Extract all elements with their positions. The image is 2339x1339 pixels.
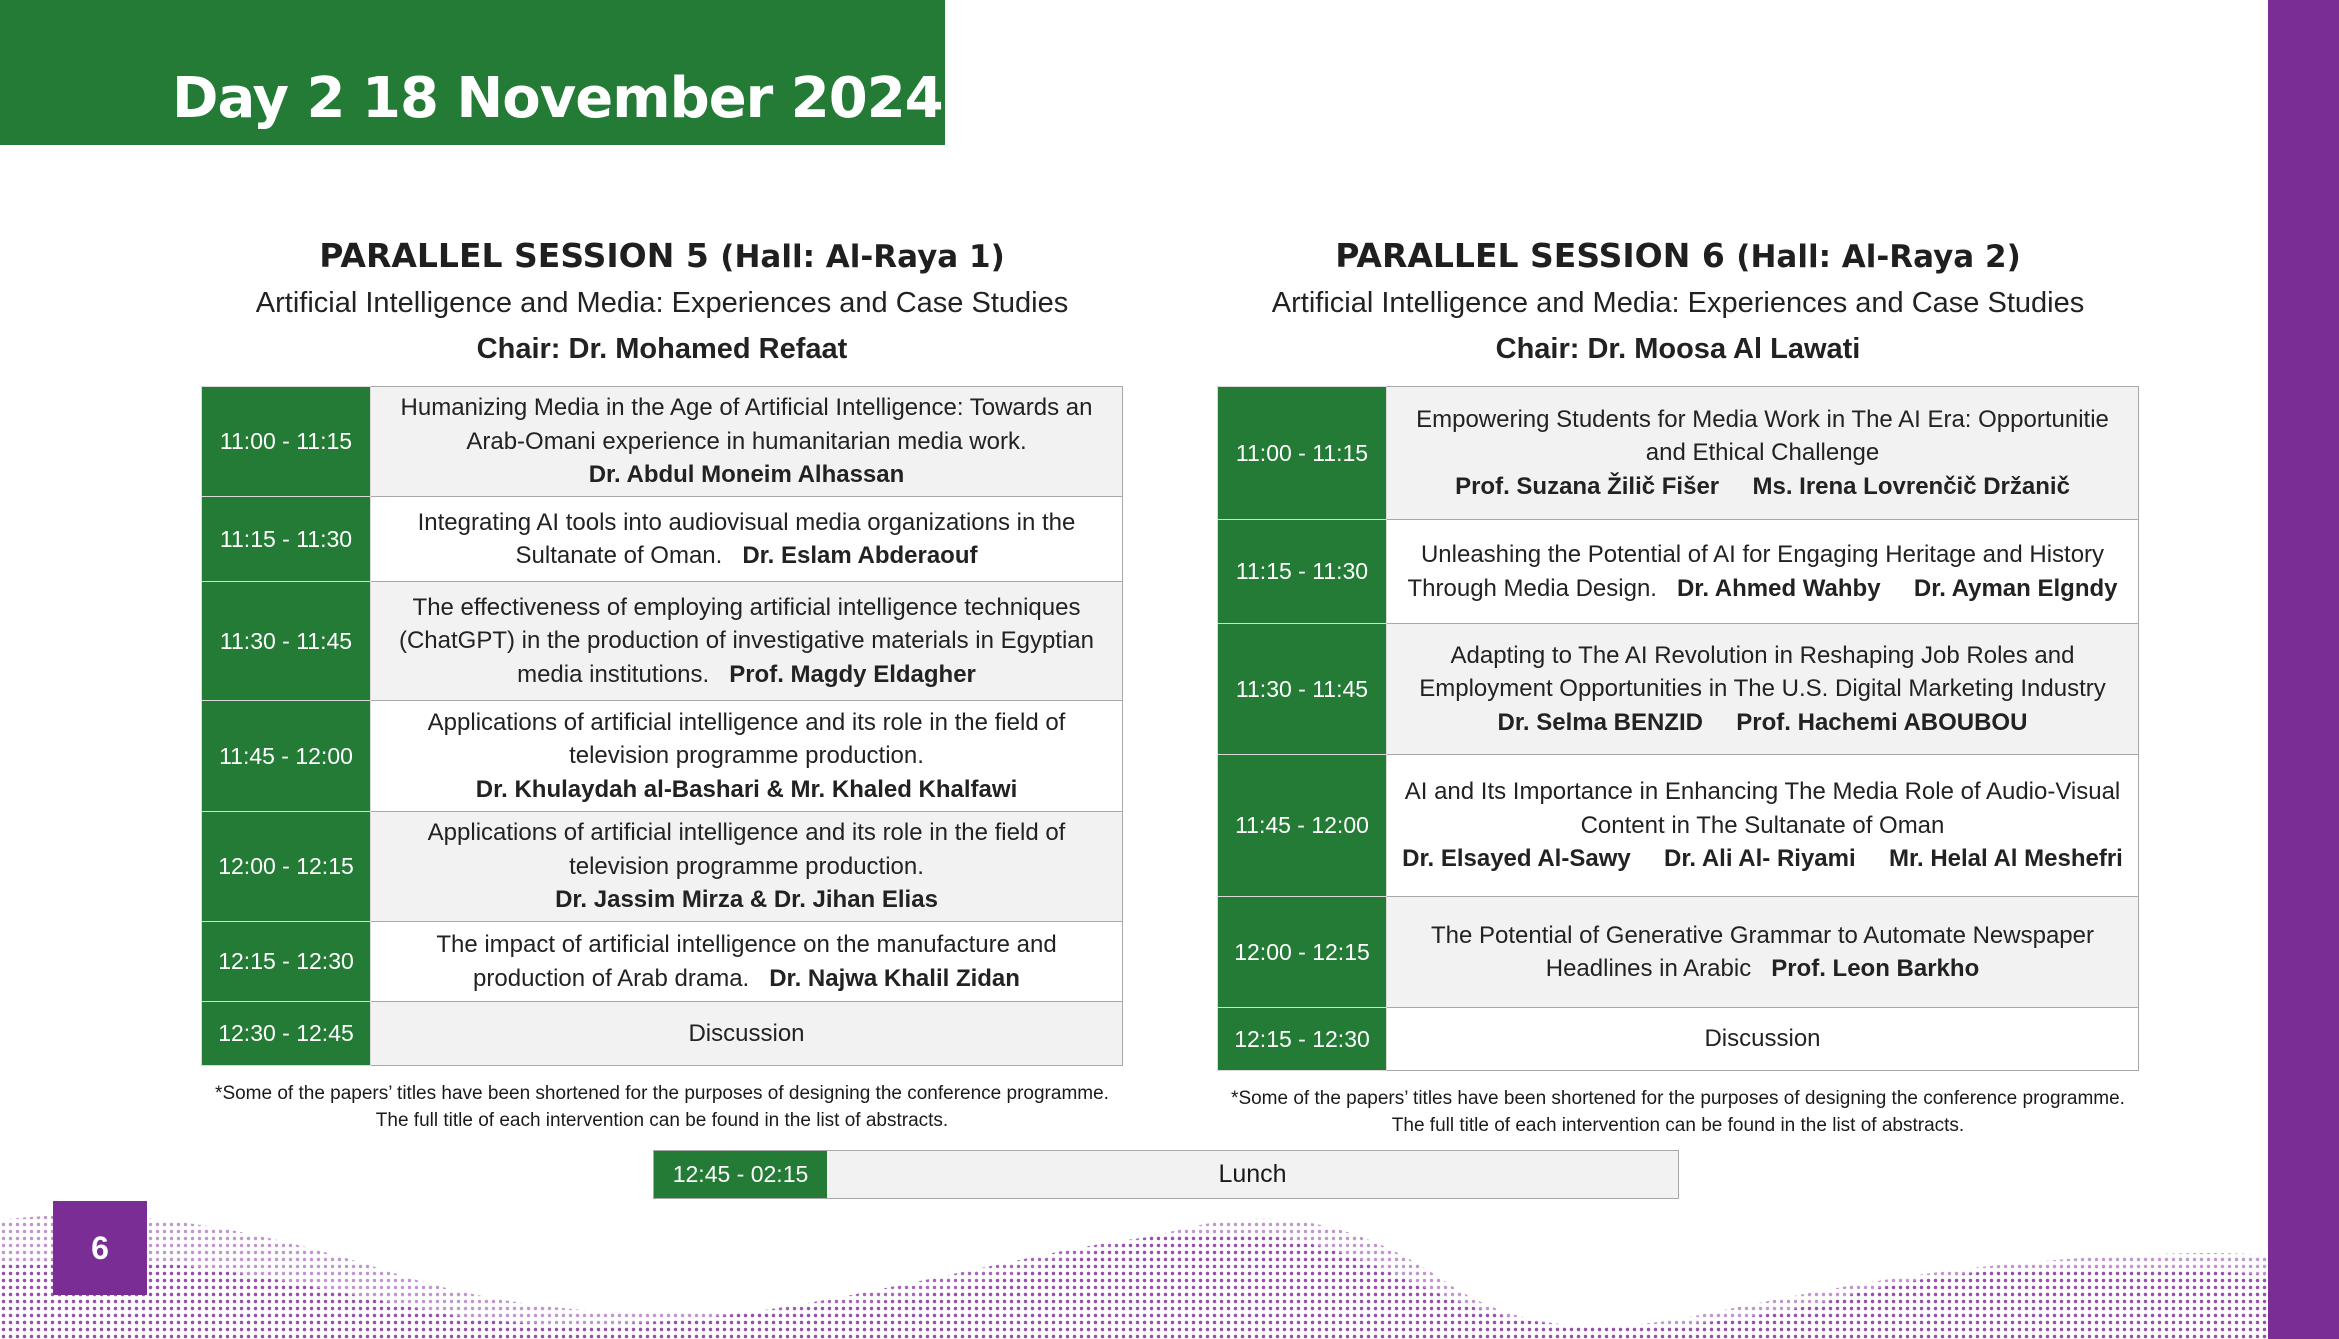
time-slot: 12:30 - 12:45: [202, 1002, 371, 1066]
lunch-time: 12:45 - 02:15: [654, 1151, 827, 1198]
paper-authors: Dr. Ahmed Wahby Dr. Ayman Elgndy: [1676, 574, 2118, 602]
paper-title: Applications of artificial intelligence and its role in the field of television programme production.: [427, 708, 1066, 770]
paper-authors: Dr. Najwa Khalil Zidan: [769, 964, 1020, 992]
time-slot: 12:15 - 12:30: [1218, 1008, 1387, 1071]
paper-title: The Potential of Generative Grammar to Automate Newspaper Headlines in Arabic: [1431, 921, 2094, 982]
session-subtitle: Artificial Intelligence and Media: Experiences and Case Studies: [1271, 287, 2085, 319]
talk-cell: [371, 582, 1123, 701]
table-row: [202, 497, 1123, 582]
time-slot: 11:00 - 11:15: [202, 387, 371, 497]
table-row: [1218, 520, 2139, 624]
paper-authors: Dr. Khulaydah al-Bashari & Mr. Khaled Khalfawi: [475, 775, 1018, 803]
session-chair: Chair: Dr. Moosa Al Lawati: [1495, 333, 1861, 365]
paper-title: The impact of artificial intelligence on the manufacture and production of Arab drama.: [436, 931, 1057, 992]
table-row: [1218, 897, 2139, 1008]
time-slot: 12:00 - 12:15: [202, 812, 371, 922]
header-banner: [0, 0, 945, 145]
table-row: [202, 812, 1123, 922]
time-slot: 11:15 - 11:30: [1218, 520, 1387, 624]
table-row: [202, 1002, 1123, 1066]
session-title-text: PARALLEL SESSION: [1335, 236, 1691, 275]
talk-cell: [371, 812, 1123, 922]
table-row: [202, 387, 1123, 497]
session-hall: (Hall: Al-Raya 1): [720, 239, 1005, 275]
paper-authors: Prof. Leon Barkho: [1771, 955, 1980, 982]
paper-title: Applications of artificial intelligence and its role in the field of television programme production.: [427, 819, 1066, 880]
table-row: [202, 582, 1123, 701]
parallel-session-6: [1217, 232, 2139, 1139]
time-slot: 11:30 - 11:45: [1218, 624, 1387, 755]
decorative-dot-wave: [0, 1165, 2268, 1339]
footnote: [1217, 1085, 2139, 1139]
session-title-text: PARALLEL SESSION: [319, 236, 675, 275]
session-number: 6: [1701, 236, 1725, 275]
footnote-line: *Some of the papers’ titles have been shortened for the purposes of designing the conference programme.: [215, 1083, 1109, 1104]
talk-cell: [1387, 897, 2139, 1008]
time-slot: 11:00 - 11:15: [1218, 387, 1387, 520]
table-row: [1218, 387, 2139, 520]
schedule-table: [1217, 386, 2139, 1071]
footnote: [201, 1080, 1123, 1134]
paper-authors: Dr. Eslam Abderaouf: [742, 542, 978, 569]
time-slot: 11:30 - 11:45: [202, 582, 371, 701]
talk-cell: [1387, 755, 2139, 897]
footnote-line: The full title of each intervention can be found in the list of abstracts.: [1391, 1115, 1965, 1136]
time-slot: 11:15 - 11:30: [202, 497, 371, 582]
schedule-table: [201, 386, 1123, 1066]
paper-title: Humanizing Media in the Age of Artificial Intelligence: Towards an Arab-Omani experience in humanitarian media work.: [400, 394, 1093, 455]
paper-authors: Prof. Magdy Eldagher: [729, 660, 976, 688]
table-row: [1218, 624, 2139, 755]
talk-cell: [371, 497, 1123, 582]
session-number: 5: [685, 236, 709, 275]
talk-cell: [371, 387, 1123, 497]
talk-cell: [1387, 520, 2139, 624]
parallel-session-5: [201, 232, 1123, 1134]
paper-authors: Dr. Abdul Moneim Alhassan: [588, 461, 905, 489]
lunch-label: Lunch: [827, 1151, 1678, 1198]
time-slot: 12:00 - 12:15: [1218, 897, 1387, 1008]
session-hall: (Hall: Al-Raya 2): [1736, 239, 2021, 275]
talk-cell: [1387, 624, 2139, 755]
discussion-cell: Discussion: [1387, 1008, 2139, 1071]
table-row: [202, 701, 1123, 812]
table-row: [1218, 755, 2139, 897]
paper-title: Integrating AI tools into audiovisual media organizations in the Sultanate of Oman.: [417, 508, 1076, 569]
paper-authors: Dr. Jassim Mirza & Dr. Jihan Elias: [555, 886, 938, 914]
time-slot: 11:45 - 12:00: [202, 701, 371, 812]
day-label: Day 2: [172, 66, 345, 131]
paper-authors: Prof. Suzana Žilič Fišer Ms. Irena Lovrenčič Držanič: [1455, 472, 2070, 500]
footnote-line: *Some of the papers’ titles have been shortened for the purposes of designing the conference programme.: [1231, 1088, 2125, 1109]
talk-cell: [371, 701, 1123, 812]
discussion-cell: Discussion: [371, 1002, 1123, 1066]
paper-title: Adapting to The AI Revolution in Reshaping Job Roles and Employment Opportunities in The U.S. Digital Marketing Industry: [1419, 641, 2106, 703]
paper-authors: Dr. Elsayed Al-Sawy Dr. Ali Al- Riyami Mr. Helal Al Meshefri: [1402, 845, 2123, 873]
session-title: [201, 232, 1123, 280]
right-accent-stripe: [2268, 0, 2339, 1339]
page-number: 6: [53, 1201, 147, 1295]
date-label: 18 November 2024: [362, 66, 943, 131]
paper-title: The effectiveness of employing artificial intelligence techniques (ChatGPT) in the production of investigative materials in Egyptian media institutions.: [398, 593, 1094, 688]
session-subtitle: Artificial Intelligence and Media: Experiences and Case Studies: [255, 287, 1069, 319]
session-chair: Chair: Dr. Mohamed Refaat: [476, 333, 848, 365]
talk-cell: [1387, 387, 2139, 520]
footnote-line: The full title of each intervention can be found in the list of abstracts.: [375, 1110, 949, 1131]
paper-title: Unleashing the Potential of AI for Engaging Heritage and History Through Media Design.: [1407, 541, 2105, 602]
table-row: [202, 922, 1123, 1002]
talk-cell: [371, 922, 1123, 1002]
table-row: [1218, 1008, 2139, 1071]
session-title: [1217, 232, 2139, 280]
paper-title: Empowering Students for Media Work in The AI Era: Opportunitie and Ethical Challenge: [1416, 405, 2109, 467]
time-slot: 11:45 - 12:00: [1218, 755, 1387, 897]
time-slot: 12:15 - 12:30: [202, 922, 371, 1002]
paper-authors: Dr. Selma BENZID Prof. Hachemi ABOUBOU: [1497, 708, 2028, 736]
paper-title: AI and Its Importance in Enhancing The Media Role of Audio-Visual Content in The Sultanate of Oman: [1404, 778, 2121, 839]
